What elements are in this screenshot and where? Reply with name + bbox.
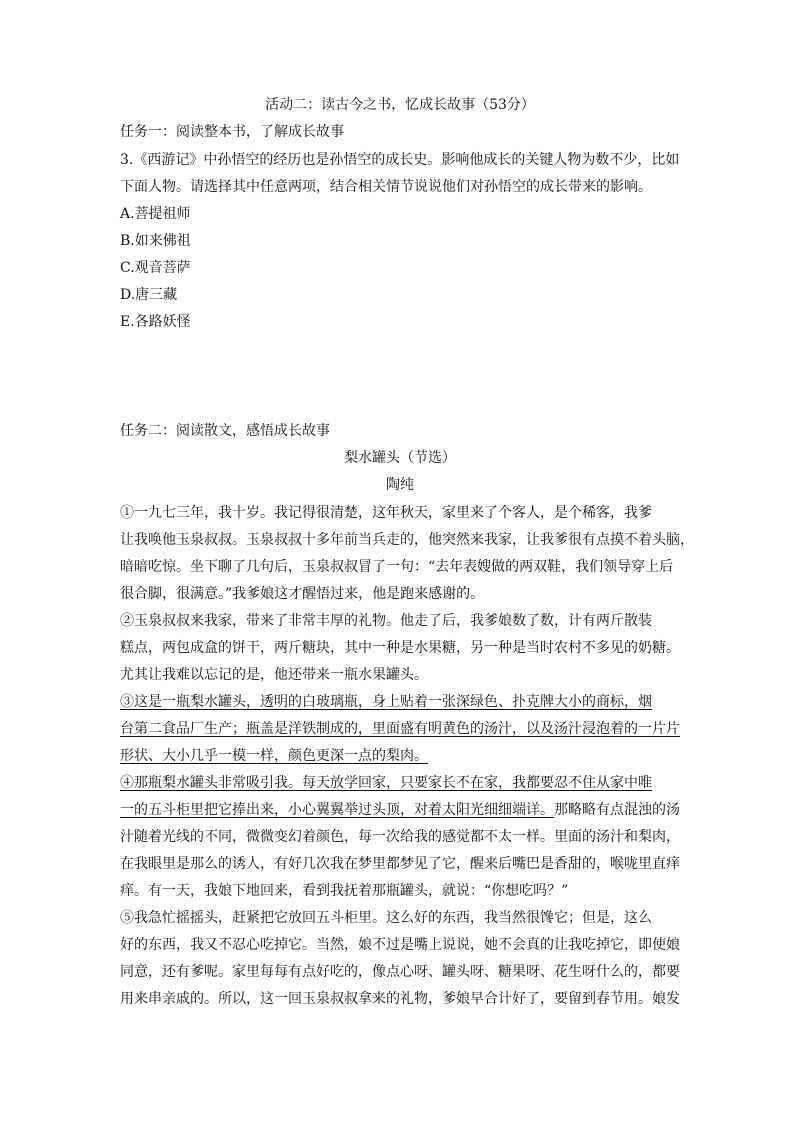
task1-title: 任务一：阅读整本书，了解成长故事 xyxy=(120,124,344,140)
essay-line: 好的东西，我又不忍心吃掉它。当然，娘不过是嘴上说说，她不会真的让我吃掉它，即使娘 xyxy=(120,937,680,953)
essay-line: 很合脚，很满意。”我爹娘这才醒悟过来，他是跑来感谢的。 xyxy=(120,586,485,602)
essay-author: 陶纯 xyxy=(386,477,414,493)
essay-line: 尤其让我难以忘记的是，他还带来一瓶水果罐头。 xyxy=(120,667,428,683)
underlined-sentence: 一的五斗柜里把它捧出来，小心翼翼举过头顶，对着太阳光细细端详。 xyxy=(120,802,554,818)
essay-line: 痒。有一天，我娘下地回来，看到我抚着那瓶罐头，就说：“你想吃吗？” xyxy=(120,883,569,899)
option-a: A.菩提祖师 xyxy=(120,206,191,222)
task2-title: 任务二：阅读散文，感悟成长故事 xyxy=(120,423,330,439)
option-d: D.唐三藏 xyxy=(120,287,178,303)
option-e: E.各路妖怪 xyxy=(120,314,191,330)
essay-line: 让我唤他玉泉叔叔。玉泉叔叔十多年前当兵走的，他突然来我家，让我爹很有点摸不着头脑， xyxy=(120,532,694,548)
essay-line: 用来串亲戚的。所以，这一回玉泉叔叔拿来的礼物，爹娘早合计好了，要留到春节用。娘发 xyxy=(120,991,680,1007)
option-b: B.如来佛祖 xyxy=(120,233,191,249)
question-line: 下面人物。请选择其中任意两项，结合相关情节说说他们对孙悟空的成长带来的影响。 xyxy=(120,179,652,195)
essay-line: 汁随着光线的不同，微微变幻着颜色，每一次给我的感觉都不太一样。里面的汤汁和梨肉， xyxy=(120,829,680,845)
essay-line-underlined: ④那瓶梨水罐头非常吸引我。每天放学回家，只要家长不在家，我都要忍不住从家中唯 xyxy=(120,775,652,791)
essay-line-underlined: ③这是一瓶梨水罐头，透明的白玻璃瓶，身上贴着一张深绿色、扑克牌大小的商标，烟 xyxy=(120,694,652,710)
activity-title: 活动二：读古今之书，忆成长故事（53分） xyxy=(265,97,535,113)
essay-line: 糕点，两包成盒的饼干，两斤糖块，其中一种是水果糖，另一种是当时农村不多见的奶糖。 xyxy=(120,640,680,656)
essay-line-underlined: 形状、大小几乎一模一样，颜色更深一点的梨肉。 xyxy=(120,748,428,764)
essay-line: ①一九七三年，我十岁。我记得很清楚，这年秋天，家里来了个客人，是个稀客，我爹 xyxy=(120,505,652,521)
essay-line xyxy=(120,800,680,820)
essay-line: ②玉泉叔叔来我家，带来了非常丰厚的礼物。他走了后，我爹娘数了数，计有两斤散装 xyxy=(120,613,652,629)
essay-title: 梨水罐头（节选） xyxy=(344,450,456,466)
essay-line: 暗暗吃惊。坐下聊了几句后，玉泉叔叔冒了一句：“去年表嫂做的两双鞋，我们领导穿上后 xyxy=(120,559,674,575)
option-c: C.观音菩萨 xyxy=(120,260,191,276)
essay-line-underlined: 台第二食品厂生产；瓶盖是洋铁制成的，里面盛有明黄色的汤汁，以及汤汁浸泡着的一片片 xyxy=(120,721,680,737)
question-line: 3.《西游记》中孙悟空的经历也是孙悟空的成长史。影响他成长的关键人物为数不少，比如 xyxy=(120,152,680,168)
essay-line: 在我眼里是那么的诱人，有好几次我在梦里都梦见了它，醒来后嘴巴是香甜的，喉咙里直痒 xyxy=(120,856,680,872)
essay-line: 同意，还有爹呢。家里每每有点好吃的，像点心呀、罐头呀、糖果呀、花生呀什么的，都要 xyxy=(120,964,680,980)
sentence-continuation: 那略略有点混浊的汤 xyxy=(554,802,680,818)
essay-line: ⑤我急忙摇摇头，赶紧把它放回五斗柜里。这么好的东西，我当然很馋它；但是，这么 xyxy=(120,910,652,926)
